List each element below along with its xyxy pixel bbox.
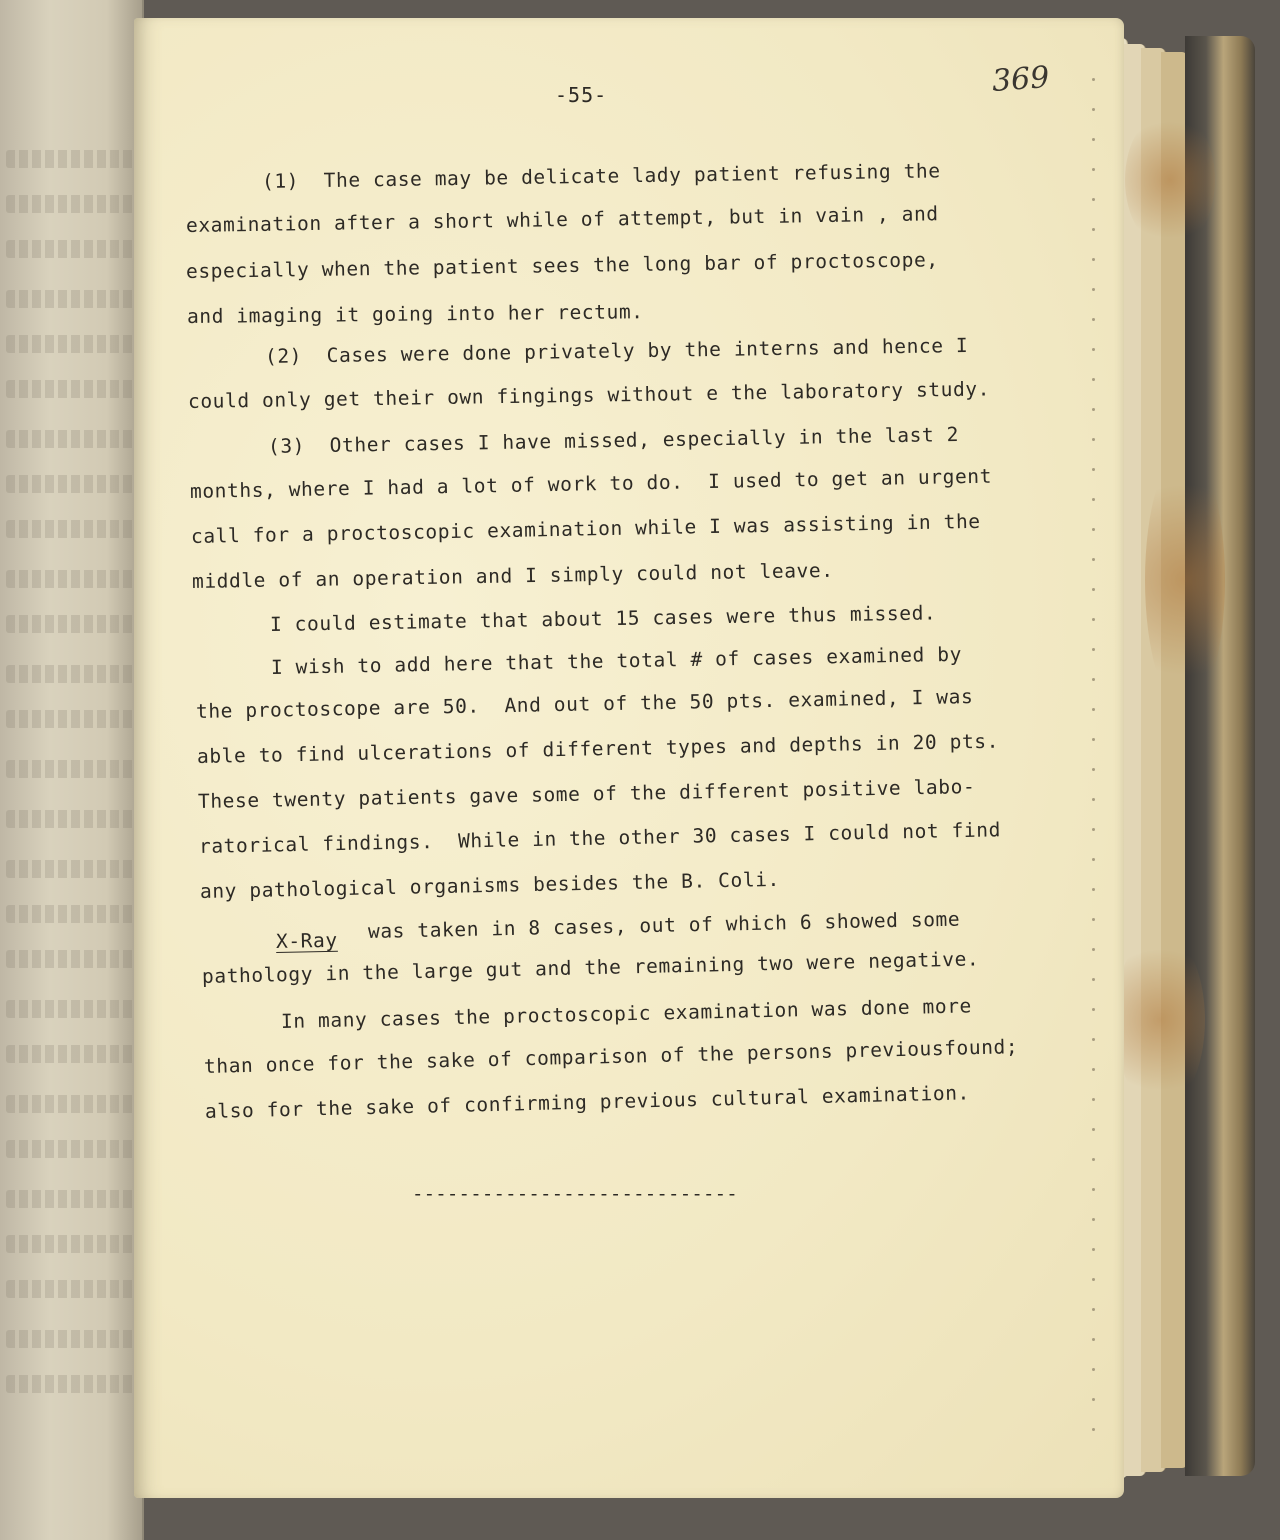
- folio-number: 369: [990, 60, 1051, 99]
- text-line: (1) The case may be delicate lady patient refusing the: [261, 159, 941, 193]
- text-line: could only get their own fingings without e the laboratory study.: [187, 377, 991, 413]
- text-line: any pathological organisms besides the B. Coli.: [199, 867, 781, 903]
- text-line: also for the sake of confirming previous cultural examination.: [204, 1081, 971, 1123]
- closing-rule: ----------------------------: [412, 1183, 738, 1205]
- text-line: I wish to add here that the total # of cases examined by: [270, 642, 963, 679]
- page-number: -55-: [555, 83, 608, 107]
- text-line: and imaging it going into her rectum.: [186, 300, 644, 328]
- text-line: I could estimate that about 15 cases were thus missed.: [269, 601, 937, 636]
- text-line: examination after a short while of attempt, but in vain , and: [185, 202, 939, 237]
- text-line: (2) Cases were done privately by the interns and hence I: [264, 333, 969, 368]
- text-line: able to find ulcerations of different types and depths in 20 pts.: [196, 729, 1000, 768]
- xray-heading: X-Ray: [275, 928, 338, 953]
- text-line: pathology in the large gut and the remaining two were negative.: [201, 947, 980, 988]
- text-line: was taken in 8 cases, out of which 6 showed some: [367, 907, 961, 943]
- text-line: call for a proctoscopic examination while I was assisting in the: [190, 509, 981, 548]
- text-line: These twenty patients gave some of the different positive labo-: [197, 775, 976, 813]
- text-line: months, where I had a lot of work to do. I used to get an urgent: [189, 464, 993, 503]
- text-line: the proctoscope are 50. And out of the 50 pts. examined, I was: [195, 685, 974, 723]
- text-line: than once for the sake of comparison of the persons previousfound;: [203, 1035, 1019, 1078]
- text-line: In many cases the proctoscopic examination was done more: [280, 994, 973, 1033]
- text-line: (3) Other cases I have missed, especially in the last 2: [267, 422, 960, 458]
- text-line: ratorical findings. While in the other 30 cases I could not find: [198, 818, 1002, 858]
- text-line: especially when the patient sees the long bar of proctoscope,: [185, 248, 939, 283]
- text-line: middle of an operation and I simply could not leave.: [191, 558, 834, 593]
